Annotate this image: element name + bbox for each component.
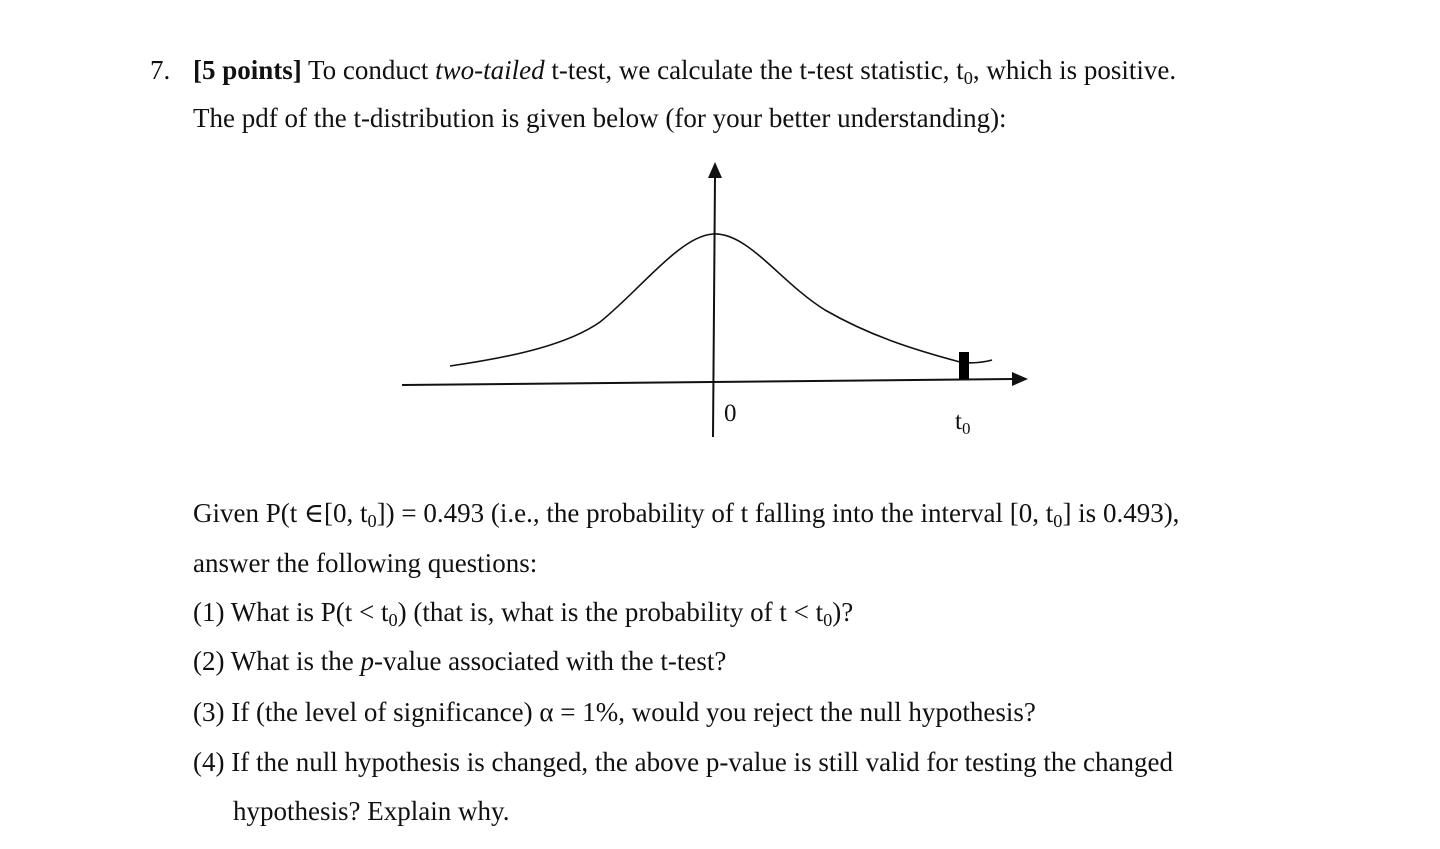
question-number: 7. (150, 55, 171, 85)
t0-label (955, 408, 970, 438)
q2-text-a: (2) What is the (193, 646, 361, 676)
t0-label-sub: 0 (961, 419, 971, 438)
intro-text-b: t-test, we calculate the t-test statistic, t (544, 55, 964, 85)
two-tailed-emphasis: two-tailed (435, 55, 545, 85)
given-subscript-1: 0 (367, 511, 377, 532)
q1-text-a: (1) What is P(t < t (193, 597, 389, 627)
question-line-2: The pdf of the t-distribution is given below (for your better understanding): (193, 103, 1007, 133)
given-text-b: ]) = 0.493 (i.e., the probability of t falling into the interval [0, t (376, 498, 1054, 528)
q1-subscript-2: 0 (823, 610, 833, 631)
intro-text-c: , which is positive. (972, 55, 1177, 85)
vertical-axis-arrow-icon (708, 162, 722, 178)
question-2 (193, 648, 726, 675)
t0-marker (959, 352, 969, 379)
intro-text-a: To conduct (301, 55, 436, 85)
question-4-line-1: (4) If the null hypothesis is changed, the above p-value is still valid for testing the changed (193, 747, 1174, 777)
given-line-1 (193, 500, 1179, 531)
horizontal-axis (402, 379, 1013, 385)
vertical-axis (713, 176, 715, 437)
q2-p-emphasis: p (360, 646, 374, 676)
given-text-c: ] is 0.493), (1062, 498, 1180, 528)
question-1 (193, 599, 853, 630)
t0-label-t: t (955, 408, 962, 435)
horizontal-axis-arrow-icon (1012, 372, 1028, 386)
given-subscript-2: 0 (1053, 511, 1063, 532)
intro-subscript: 0 (963, 68, 973, 89)
pdf-curve (450, 234, 992, 366)
points-label: [5 points] (193, 55, 302, 85)
given-line-2: answer the following questions: (193, 548, 538, 578)
q1-text-c: )? (832, 597, 854, 627)
zero-label: 0 (724, 400, 737, 427)
q1-text-b: ) (that is, what is the probability of t < t (397, 597, 824, 627)
given-text-a: Given P(t ∈[0, t (193, 498, 368, 528)
q2-text-b: -value associated with the t-test? (373, 646, 727, 676)
q1-subscript-1: 0 (388, 610, 398, 631)
question-4-line-2: hypothesis? Explain why. (233, 796, 510, 826)
question-3: (3) If (the level of significance) α = 1%, would you reject the null hypothesis? (193, 697, 1036, 727)
